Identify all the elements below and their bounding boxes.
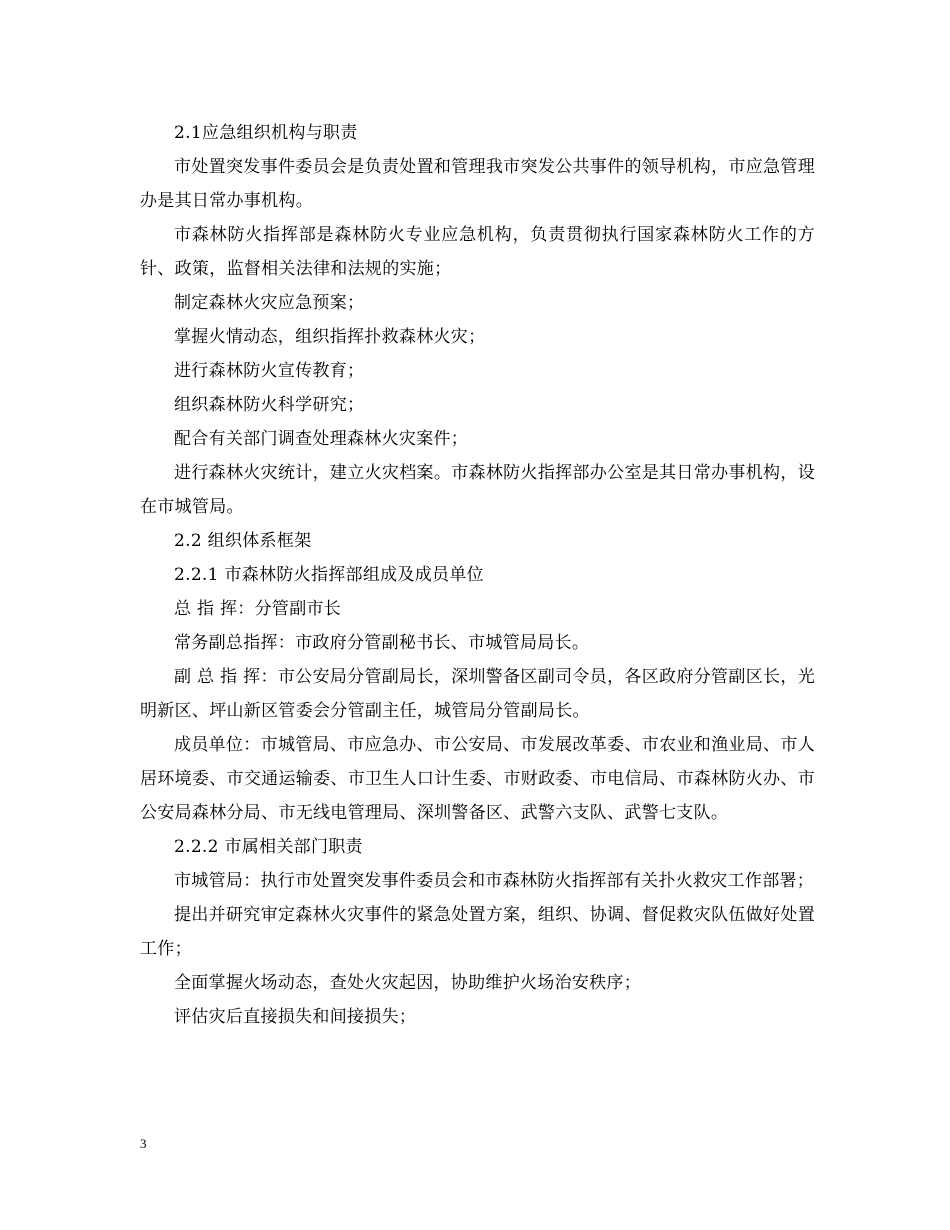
- paragraph: 全面掌握火场动态，查处火灾起因，协助维护火场治安秩序；: [174, 973, 642, 993]
- paragraph: 成员单位：市城管局、市应急办、市公安局、市发展改革委、市农业和渔业局、市人居环境委、市交通运输委、市卫生人口计生委、市财政委、市电信局、市森林防火办、市公安局森林分局、市无线电管理局、深圳警备区、武警六支队、武警七支队。: [140, 735, 815, 823]
- paragraph: 市处置突发事件委员会是负责处置和管理我市突发公共事件的领导机构，市应急管理办是其日常办事机构。: [140, 157, 815, 211]
- paragraph: 进行森林防火宣传教育；: [174, 361, 365, 381]
- paragraph: 配合有关部门调查处理森林火灾案件；: [174, 429, 469, 449]
- paragraph: 制定森林火灾应急预案；: [174, 293, 365, 313]
- paragraph: 总 指 挥：分管副市长: [174, 599, 342, 619]
- paragraph: 提出并研究审定森林火灾事件的紧急处置方案，组织、协调、督促救灾队伍做好处置工作；: [140, 905, 815, 959]
- heading-2-2-1: 2.2.1 市森林防火指挥部组成及成员单位: [174, 565, 484, 585]
- document-body: [140, 116, 815, 1034]
- paragraph: 进行森林火灾统计，建立火灾档案。市森林防火指挥部办公室是其日常办事机构，设在市城管局。: [140, 463, 815, 517]
- paragraph: 组织森林防火科学研究；: [174, 395, 365, 415]
- heading-2-2: 2.2 组织体系框架: [174, 531, 312, 551]
- paragraph: 市森林防火指挥部是森林防火专业应急机构，负责贯彻执行国家森林防火工作的方针、政策，监督相关法律和法规的实施；: [140, 225, 815, 279]
- page-number: 3: [140, 1136, 147, 1151]
- paragraph: 副 总 指 挥：市公安局分管副局长，深圳警备区副司令员，各区政府分管副区长，光明新区、坪山新区管委会分管副主任，城管局分管副局长。: [140, 667, 815, 721]
- paragraph: 掌握火情动态，组织指挥扑救森林火灾；: [174, 327, 486, 347]
- paragraph: 评估灾后直接损失和间接损失；: [174, 1007, 417, 1027]
- heading-2-1: 2.1应急组织机构与职责: [174, 123, 358, 143]
- paragraph: 市城管局：执行市处置突发事件委员会和市森林防火指挥部有关扑火救灾工作部署；: [174, 871, 815, 891]
- heading-2-2-2: 2.2.2 市属相关部门职责: [174, 837, 363, 857]
- paragraph: 常务副总指挥：市政府分管副秘书长、市城管局局长。: [174, 633, 590, 653]
